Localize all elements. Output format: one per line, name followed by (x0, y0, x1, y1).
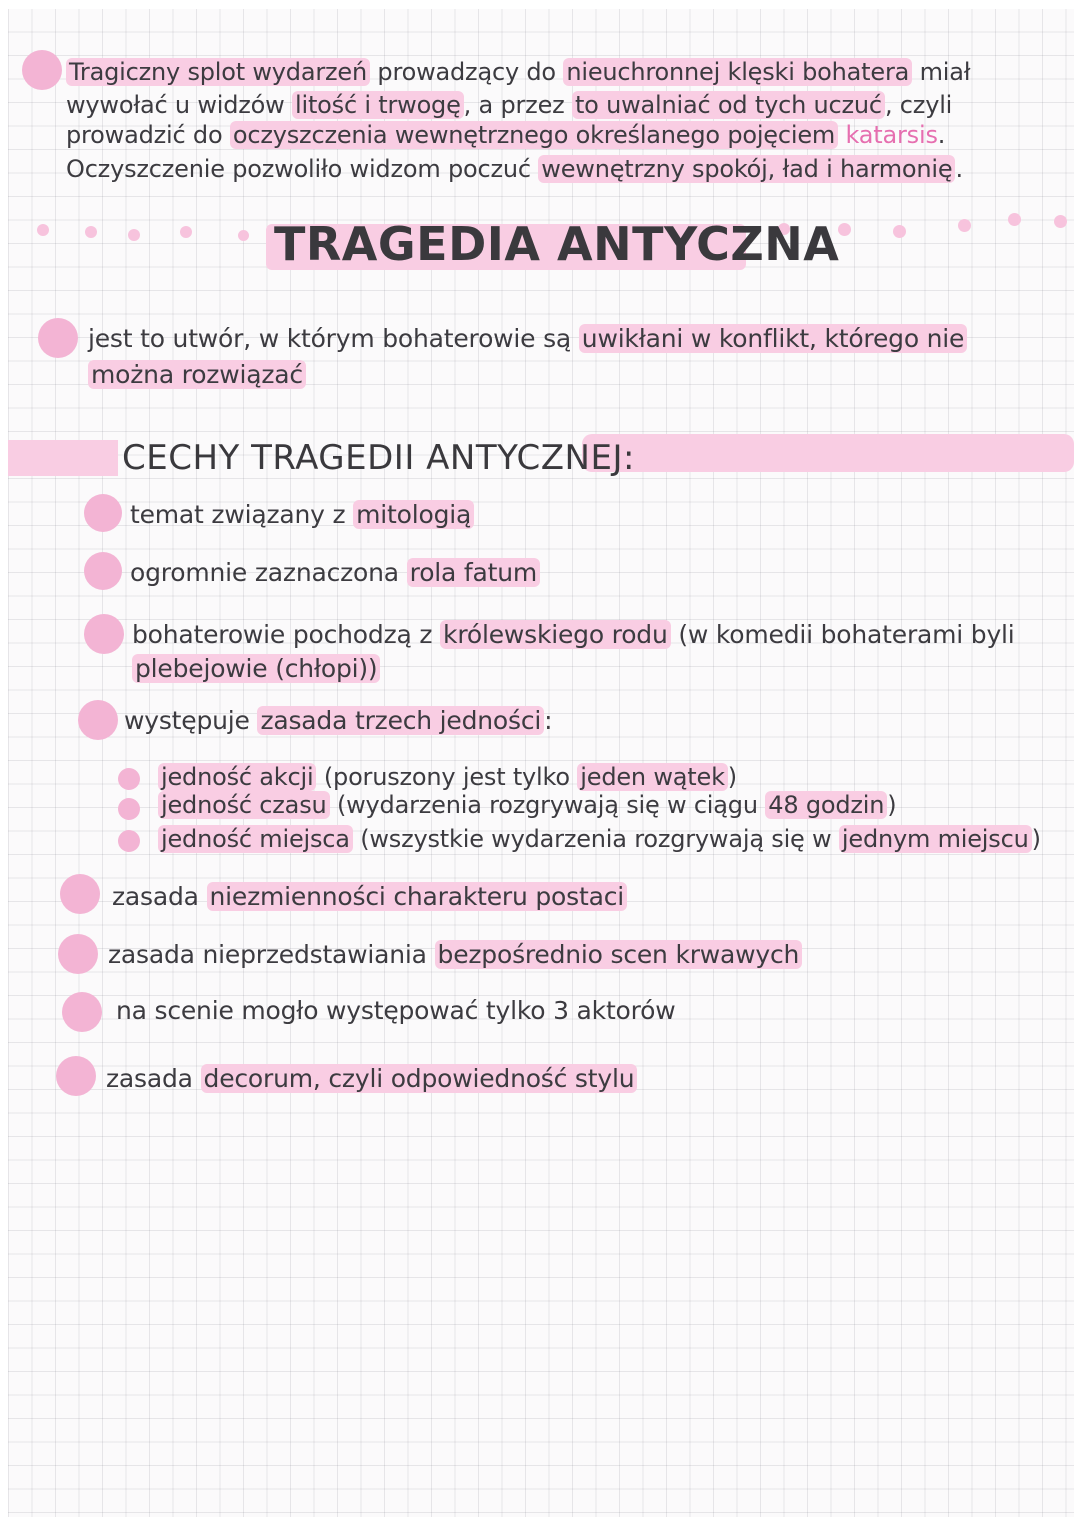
highlighted-text: zasada trzech jedności (257, 706, 544, 735)
definition-line (88, 322, 967, 356)
text-segment: ) (1031, 825, 1041, 853)
highlighted-text: Tragiczny splot wydarzeń (66, 58, 370, 86)
decorative-dot (838, 223, 851, 236)
rule-bullet (56, 1056, 96, 1096)
text-segment: (poruszony jest tylko (316, 763, 578, 791)
unity-bullet (118, 768, 140, 790)
highlighted-text: jeden wątek (577, 763, 727, 791)
feature-item (130, 556, 540, 590)
text-segment: bohaterowie pochodzą z (132, 620, 441, 649)
highlighted-text: jednym miejscu (839, 825, 1032, 853)
page-title: TRAGEDIA ANTYCZNA (274, 217, 840, 271)
highlighted-text: nieuchronnej klęski bohatera (563, 58, 912, 86)
text-segment: jest to utwór, w którym bohaterowie są (88, 324, 579, 353)
intro-line (66, 119, 945, 151)
definition-line (88, 358, 306, 392)
text-segment: zasada nieprzedstawiania (108, 940, 435, 969)
text-segment: , a przez (463, 91, 572, 119)
unity-bullet (118, 798, 140, 820)
highlighted-text: plebejowie (chłopi)) (132, 654, 380, 683)
text-segment: zasada (112, 882, 207, 911)
text-segment: . (955, 155, 963, 183)
rule-item (106, 1062, 637, 1096)
highlighted-text: 48 godzin (765, 791, 887, 819)
text-segment: (wszystkie wydarzenia rozgrywają się w (352, 825, 839, 853)
rule-bullet (58, 934, 98, 974)
highlighted-text: jedność czasu (158, 791, 330, 819)
highlighted-text: oczyszczenia wewnętrznego określanego pojęciem (230, 121, 838, 149)
intro-line (66, 153, 963, 185)
text-segment: prowadzić do (66, 121, 230, 149)
heading-highlight-right (582, 434, 1074, 472)
unity-item (158, 790, 896, 820)
page-edge-left (0, 0, 8, 1527)
decorative-dot (1054, 215, 1067, 228)
highlighted-text: jedność miejsca (158, 825, 353, 853)
page-edge-right (1074, 0, 1080, 1527)
text-segment: na scenie mogło występować tylko 3 aktorów (116, 996, 676, 1025)
highlighted-text: uwikłani w konflikt, którego nie (579, 324, 967, 353)
feature-bullet (84, 552, 122, 590)
rule-item (108, 938, 802, 972)
decorative-dot (37, 224, 49, 236)
text-segment: wywołać u widzów (66, 91, 293, 119)
heading-highlight-left (8, 440, 118, 476)
highlighted-text: wewnętrzny spokój, ład i harmonię (538, 155, 955, 183)
decorative-dot (1008, 213, 1021, 226)
highlighted-text: niezmienności charakteru postaci (207, 882, 627, 911)
text-segment: ogromnie zaznaczona (130, 558, 407, 587)
text-segment: zasada (106, 1064, 201, 1093)
rule-item (112, 880, 627, 914)
section-heading: CECHY TRAGEDII ANTYCZNEJ: (122, 438, 635, 478)
decorative-dot (958, 219, 971, 232)
feature-bullet (84, 494, 122, 532)
feature-item (132, 652, 380, 686)
page-edge-top (0, 0, 1080, 9)
accent-term: katarsis (845, 121, 938, 149)
text-segment: : (544, 706, 553, 735)
intro-line (66, 89, 952, 121)
feature-item (130, 498, 474, 532)
text-segment (838, 121, 845, 149)
highlighted-text: litość i trwogę (292, 91, 464, 119)
title-block (266, 216, 839, 272)
rule-bullet (60, 874, 100, 914)
feature-bullet (84, 614, 124, 654)
text-segment: występuje (124, 706, 258, 735)
highlighted-text: mitologią (353, 500, 474, 529)
text-segment: . (937, 121, 946, 149)
highlighted-text: to uwalniać od tych uczuć (572, 91, 885, 119)
feature-item (124, 704, 552, 738)
highlighted-text: można rozwiązać (88, 360, 306, 389)
decorative-dot (180, 226, 192, 238)
text-segment: Oczyszczenie pozwoliło widzom poczuć (66, 155, 539, 183)
text-segment: miał (912, 58, 971, 86)
rule-bullet (62, 992, 102, 1032)
decorative-dot (85, 226, 97, 238)
text-segment: prowadzący do (370, 58, 564, 86)
highlighted-text: królewskiego rodu (440, 620, 671, 649)
text-segment: ) (727, 763, 737, 791)
intro-line (66, 56, 970, 88)
feature-item (132, 618, 1015, 652)
unity-item (158, 824, 1041, 854)
decorative-dot (893, 225, 906, 238)
text-segment: (w komedii bohaterami byli (670, 620, 1015, 649)
unity-item (158, 762, 737, 792)
text-segment: (wydarzenia rozgrywają się w ciągu (329, 791, 766, 819)
highlighted-text: decorum, czyli odpowiedność stylu (201, 1064, 638, 1093)
decorative-dot (128, 229, 140, 241)
text-segment: ) (887, 791, 897, 819)
page-edge-bottom (0, 1517, 1080, 1527)
intro-bullet (22, 50, 62, 90)
feature-bullet (78, 700, 118, 740)
text-segment: temat (130, 500, 212, 529)
unity-bullet (118, 830, 140, 852)
text-segment: , czyli (884, 91, 953, 119)
rule-item (116, 994, 676, 1028)
highlighted-text: bezpośrednio scen krwawych (435, 940, 803, 969)
text-segment: związany z (211, 500, 354, 529)
definition-bullet (38, 318, 78, 358)
highlighted-text: rola fatum (407, 558, 540, 587)
decorative-dot (238, 230, 249, 241)
highlighted-text: jedność akcji (158, 763, 316, 791)
